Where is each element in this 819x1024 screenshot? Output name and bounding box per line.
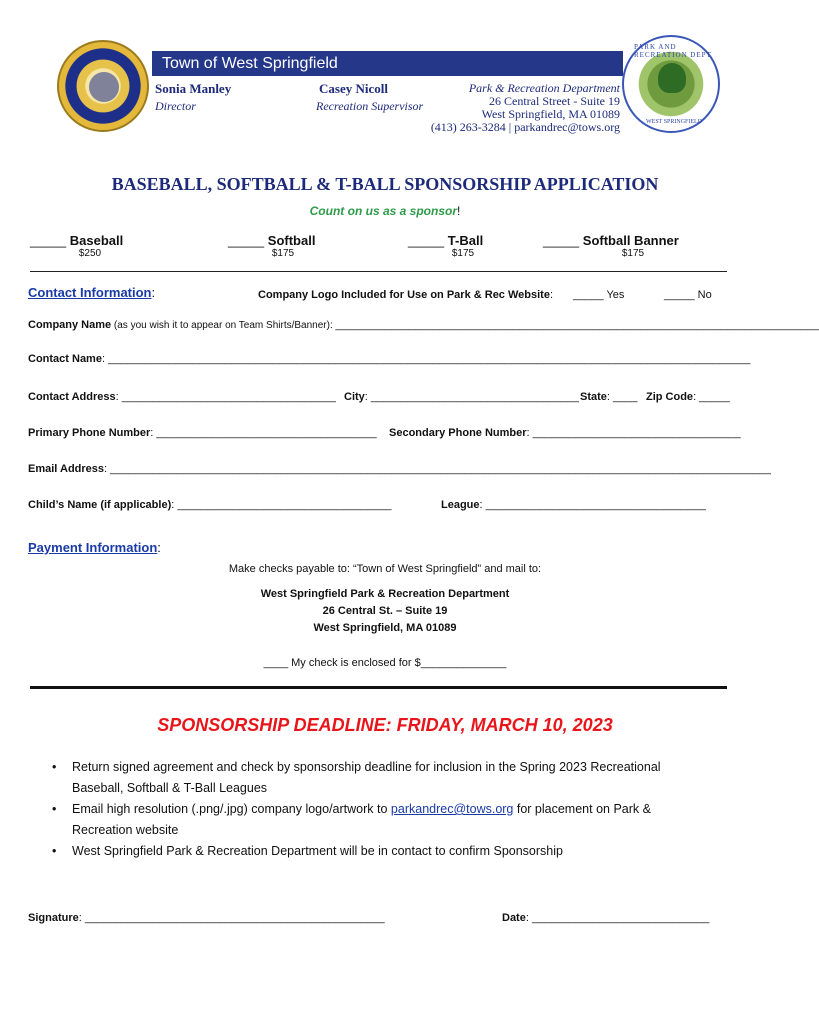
secondary-phone-field[interactable]: Secondary Phone Number: __________________________________: [389, 427, 741, 439]
address-line-1: 26 Central Street - Suite 19: [489, 94, 620, 108]
logo-yes-option[interactable]: _____ Yes: [573, 289, 625, 301]
divider: [30, 271, 727, 272]
option-price: $175: [451, 248, 475, 259]
sponsorship-deadline: SPONSORSHIP DEADLINE: FRIDAY, MARCH 10, 2023: [157, 715, 613, 735]
check-enclosed-field[interactable]: ____ My check is enclosed for $______________: [263, 657, 507, 669]
page-subtitle: Count on us as a sponsor!: [309, 204, 461, 218]
department-name: Park & Recreation Department: [468, 81, 620, 95]
mail-address-line-1: West Springfield Park & Recreation Department: [260, 588, 510, 600]
option-price: $250: [78, 248, 102, 259]
address-line-2: West Springfield, MA 01089: [481, 107, 620, 121]
option-tball[interactable]: _____ T-Ball $175: [408, 233, 518, 259]
contact-address-field[interactable]: Contact Address: ___________________________________: [28, 391, 336, 403]
contact-name-field[interactable]: Contact Name: _________________________________________________________________________________________________________: [28, 353, 751, 365]
director-role: Director: [155, 99, 196, 113]
company-name-field[interactable]: Company Name (as you wish it to appear on Team Shirts/Banner): _______________________________________________________________________________: [28, 319, 819, 331]
logo-no-option[interactable]: _____ No: [664, 289, 712, 301]
contact-section-heading: Contact Information:: [28, 285, 156, 300]
state-field[interactable]: State: ____: [580, 391, 638, 403]
payment-section-heading: Payment Information:: [28, 540, 161, 555]
list-item: • Return signed agreement and check by sponsorship deadline for inclusion in the Spring 2023 Recreational Baseball, Softball & T-Ball Leagues: [52, 760, 661, 795]
town-seal-logo: [57, 40, 149, 132]
park-rec-seal-logo: PARK AND RECREATION DEPT WEST SPRINGFIELD: [622, 35, 720, 133]
instructions-list: [52, 757, 712, 862]
league-field[interactable]: League: ____________________________________: [441, 499, 706, 511]
director-name: Sonia Manley: [155, 81, 232, 96]
supervisor-name: Casey Nicoll: [319, 81, 388, 96]
page-title: BASEBALL, SOFTBALL & T-BALL SPONSORSHIP APPLICATION: [111, 174, 659, 194]
zip-code-field[interactable]: Zip Code: _____: [646, 391, 730, 403]
option-baseball[interactable]: _____ Baseball $250: [30, 233, 150, 259]
town-title-bar: Town of West Springfield: [152, 51, 623, 76]
payment-instructions: Make checks payable to: “Town of West Springfield” and mail to:: [228, 563, 542, 575]
list-item: • West Springfield Park & Recreation Department will be in contact to confirm Sponsorship: [52, 844, 563, 858]
option-softball-banner[interactable]: _____ Softball Banner $175: [543, 233, 723, 259]
mail-address-line-3: West Springfield, MA 01089: [313, 622, 457, 634]
option-price: $175: [271, 248, 295, 259]
city-field[interactable]: City: __________________________________: [344, 391, 579, 403]
supervisor-role: Recreation Supervisor: [316, 99, 424, 113]
option-price: $175: [621, 248, 645, 259]
email-link[interactable]: parkandrec@tows.org: [390, 802, 514, 816]
primary-phone-field[interactable]: Primary Phone Number: ____________________________________: [28, 427, 377, 439]
divider-thick: [30, 686, 727, 689]
logo-question: Company Logo Included for Use on Park & Rec Website:: [258, 289, 554, 301]
department-address: [410, 82, 620, 134]
child-name-field[interactable]: Child’s Name (if applicable): ___________________________________: [28, 499, 392, 511]
list-item: • Email high resolution (.png/.jpg) company logo/artwork to parkandrec@tows.org for placement on Park & Recreation website: [52, 802, 651, 837]
date-field[interactable]: Date: _____________________________: [502, 912, 710, 924]
signature-field[interactable]: Signature: _________________________________________________: [28, 912, 385, 924]
option-softball[interactable]: _____ Softball $175: [228, 233, 338, 259]
contact-line: (413) 263-3284 | parkandrec@tows.org: [430, 120, 620, 134]
email-address-field[interactable]: Email Address: ____________________________________________________________________________________________________________: [28, 463, 771, 475]
mail-address-line-2: 26 Central St. – Suite 19: [322, 605, 448, 617]
